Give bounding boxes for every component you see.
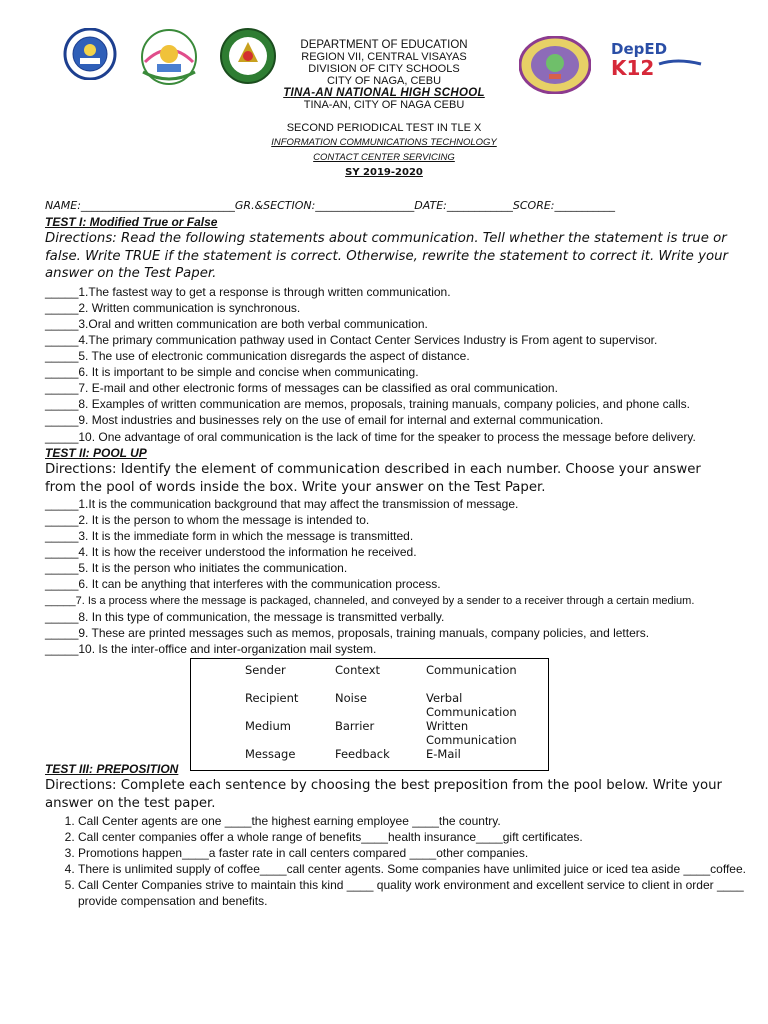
course-title: CONTACT CENTER SERVICING — [313, 152, 455, 163]
student-info-line: NAME:____________________________GR.&SECTION:__________________DATE:____________SCORE:___________ — [45, 199, 616, 212]
test1-title: TEST I: Modified True or False — [45, 215, 218, 229]
test3-title: TEST III: PREPOSITION — [45, 762, 179, 776]
test1-item: _____9. Most industries and businesses rely on the use of email for internal and external communication. — [45, 413, 604, 427]
city-line: CITY OF NAGA, CEBU — [326, 75, 442, 87]
test2-item: _____9. These are printed messages such as memos, proposals, training manuals, company policies, and letters. — [45, 626, 650, 640]
test2-item: _____6. It can be anything that interferes with the communication process. — [45, 577, 441, 591]
svg-text:DepED: DepED — [611, 40, 668, 58]
test3-item: 5. Call Center Companies strive to maintain this kind ____ quality work environment and excellent service to client in order ____ provide compensation and benefits. — [78, 877, 758, 909]
school-seal-logo — [519, 36, 591, 94]
pool-word: Written Communication — [426, 719, 517, 747]
school-name: TINA-AN NATIONAL HIGH SCHOOL — [283, 87, 485, 99]
pool-word: Recipient — [245, 691, 299, 705]
test1-item: _____1.The fastest way to get a response is through written communication. — [45, 285, 451, 299]
test1-item: _____6. It is important to be simple and concise when communicating. — [45, 365, 419, 379]
test3-item: 4. There is unlimited supply of coffee____call center agents. Some companies have unlimited juice or iced tea aside ____coffee. — [78, 861, 758, 877]
test2-item: _____3. It is the immediate form in which the message is transmitted. — [45, 529, 414, 543]
pool-word: Communication — [426, 663, 517, 677]
department-header — [240, 39, 528, 111]
test1-item: _____3.Oral and written communication are both verbal communication. — [45, 317, 428, 331]
test2-item: _____5. It is the person who initiates the communication. — [45, 561, 348, 575]
pool-word: Feedback — [335, 747, 390, 761]
pool-word: Noise — [335, 691, 367, 705]
test1-item: _____7. E-mail and other electronic forms of messages can be classified as oral communication. — [45, 381, 558, 395]
deped-seal-logo — [58, 28, 122, 80]
division-line: DIVISION OF CITY SCHOOLS — [308, 63, 460, 75]
test2-item: _____4. It is how the receiver understood the information he received. — [45, 545, 417, 559]
test2-item: _____2. It is the person to whom the message is intended to. — [45, 513, 370, 527]
test2-item: _____1.It is the communication background that may affect the transmission of message. — [45, 497, 519, 511]
test2-item: _____10. Is the inter-office and inter-organization mail system. — [45, 642, 377, 656]
test-title: SECOND PERIODICAL TEST IN TLE X — [286, 122, 482, 134]
test2-directions: Directions: Identify the element of communication described in each number. Choose your answer from the pool of words inside the box. Write your answer on the Test Paper. — [45, 462, 701, 495]
region-seal-logo — [133, 28, 205, 86]
test3-item: 1. Call Center agents are one ____the highest earning employee ____the country. — [78, 813, 758, 829]
region-line: REGION VII, CENTRAL VISAYAS — [301, 51, 467, 63]
word-pool-box — [190, 658, 549, 771]
test1-item: _____2. Written communication is synchronous. — [45, 301, 301, 315]
pool-word: E-Mail — [426, 747, 461, 761]
test2-item: _____8. In this type of communication, the message is transmitted verbally. — [45, 610, 445, 624]
pool-word: Barrier — [335, 719, 375, 733]
test3-directions: Directions: Complete each sentence by choosing the best preposition from the pool below. Write your answer on the test paper. — [45, 778, 723, 811]
subject-title: INFORMATION COMMUNICATIONS TECHNOLOGY — [271, 137, 497, 148]
deped-k12-logo — [605, 38, 705, 78]
test1-item: _____10. One advantage of oral communication is the lack of time for the speaker to process the message before delivery. — [45, 430, 696, 444]
school-year: SY 2019-2020 — [345, 167, 423, 178]
test1-item: _____5. The use of electronic communication disregards the aspect of distance. — [45, 349, 470, 363]
test3-item: 3. Promotions happen____a faster rate in call centers compared ____other companies. — [78, 845, 758, 861]
pool-word: Medium — [245, 719, 291, 733]
pool-word: Verbal Communication — [426, 691, 517, 719]
pool-word: Message — [245, 747, 296, 761]
pool-word: Sender — [245, 663, 286, 677]
test1-item: _____8. Examples of written communication are memos, proposals, training manuals, company policies, and phone calls. — [45, 397, 690, 411]
school-address: TINA-AN, CITY OF NAGA CEBU — [303, 99, 465, 111]
dept-line: DEPARTMENT OF EDUCATION — [300, 39, 468, 51]
pool-word: Context — [335, 663, 381, 677]
test3-item-list — [45, 813, 758, 909]
test1-item: _____4.The primary communication pathway used in Contact Center Services Industry is From agent to supervisor. — [45, 333, 658, 347]
test2-title: TEST II: POOL UP — [45, 446, 147, 460]
test3-item: 2. Call center companies offer a whole range of benefits____health insurance____gift certificates. — [78, 829, 758, 845]
svg-text:K12: K12 — [611, 56, 655, 78]
test2-item: _____7. Is a process where the message is packaged, channeled, and conveyed by a sender to a receiver through a certain medium. — [45, 595, 695, 607]
test1-directions: Directions: Read the following statements about communication. Tell whether the statement is true or false. Write TRUE if the statement is correct. Otherwise, rewrite the statement to correct it. Write your answer on the Test Paper. — [45, 231, 728, 281]
